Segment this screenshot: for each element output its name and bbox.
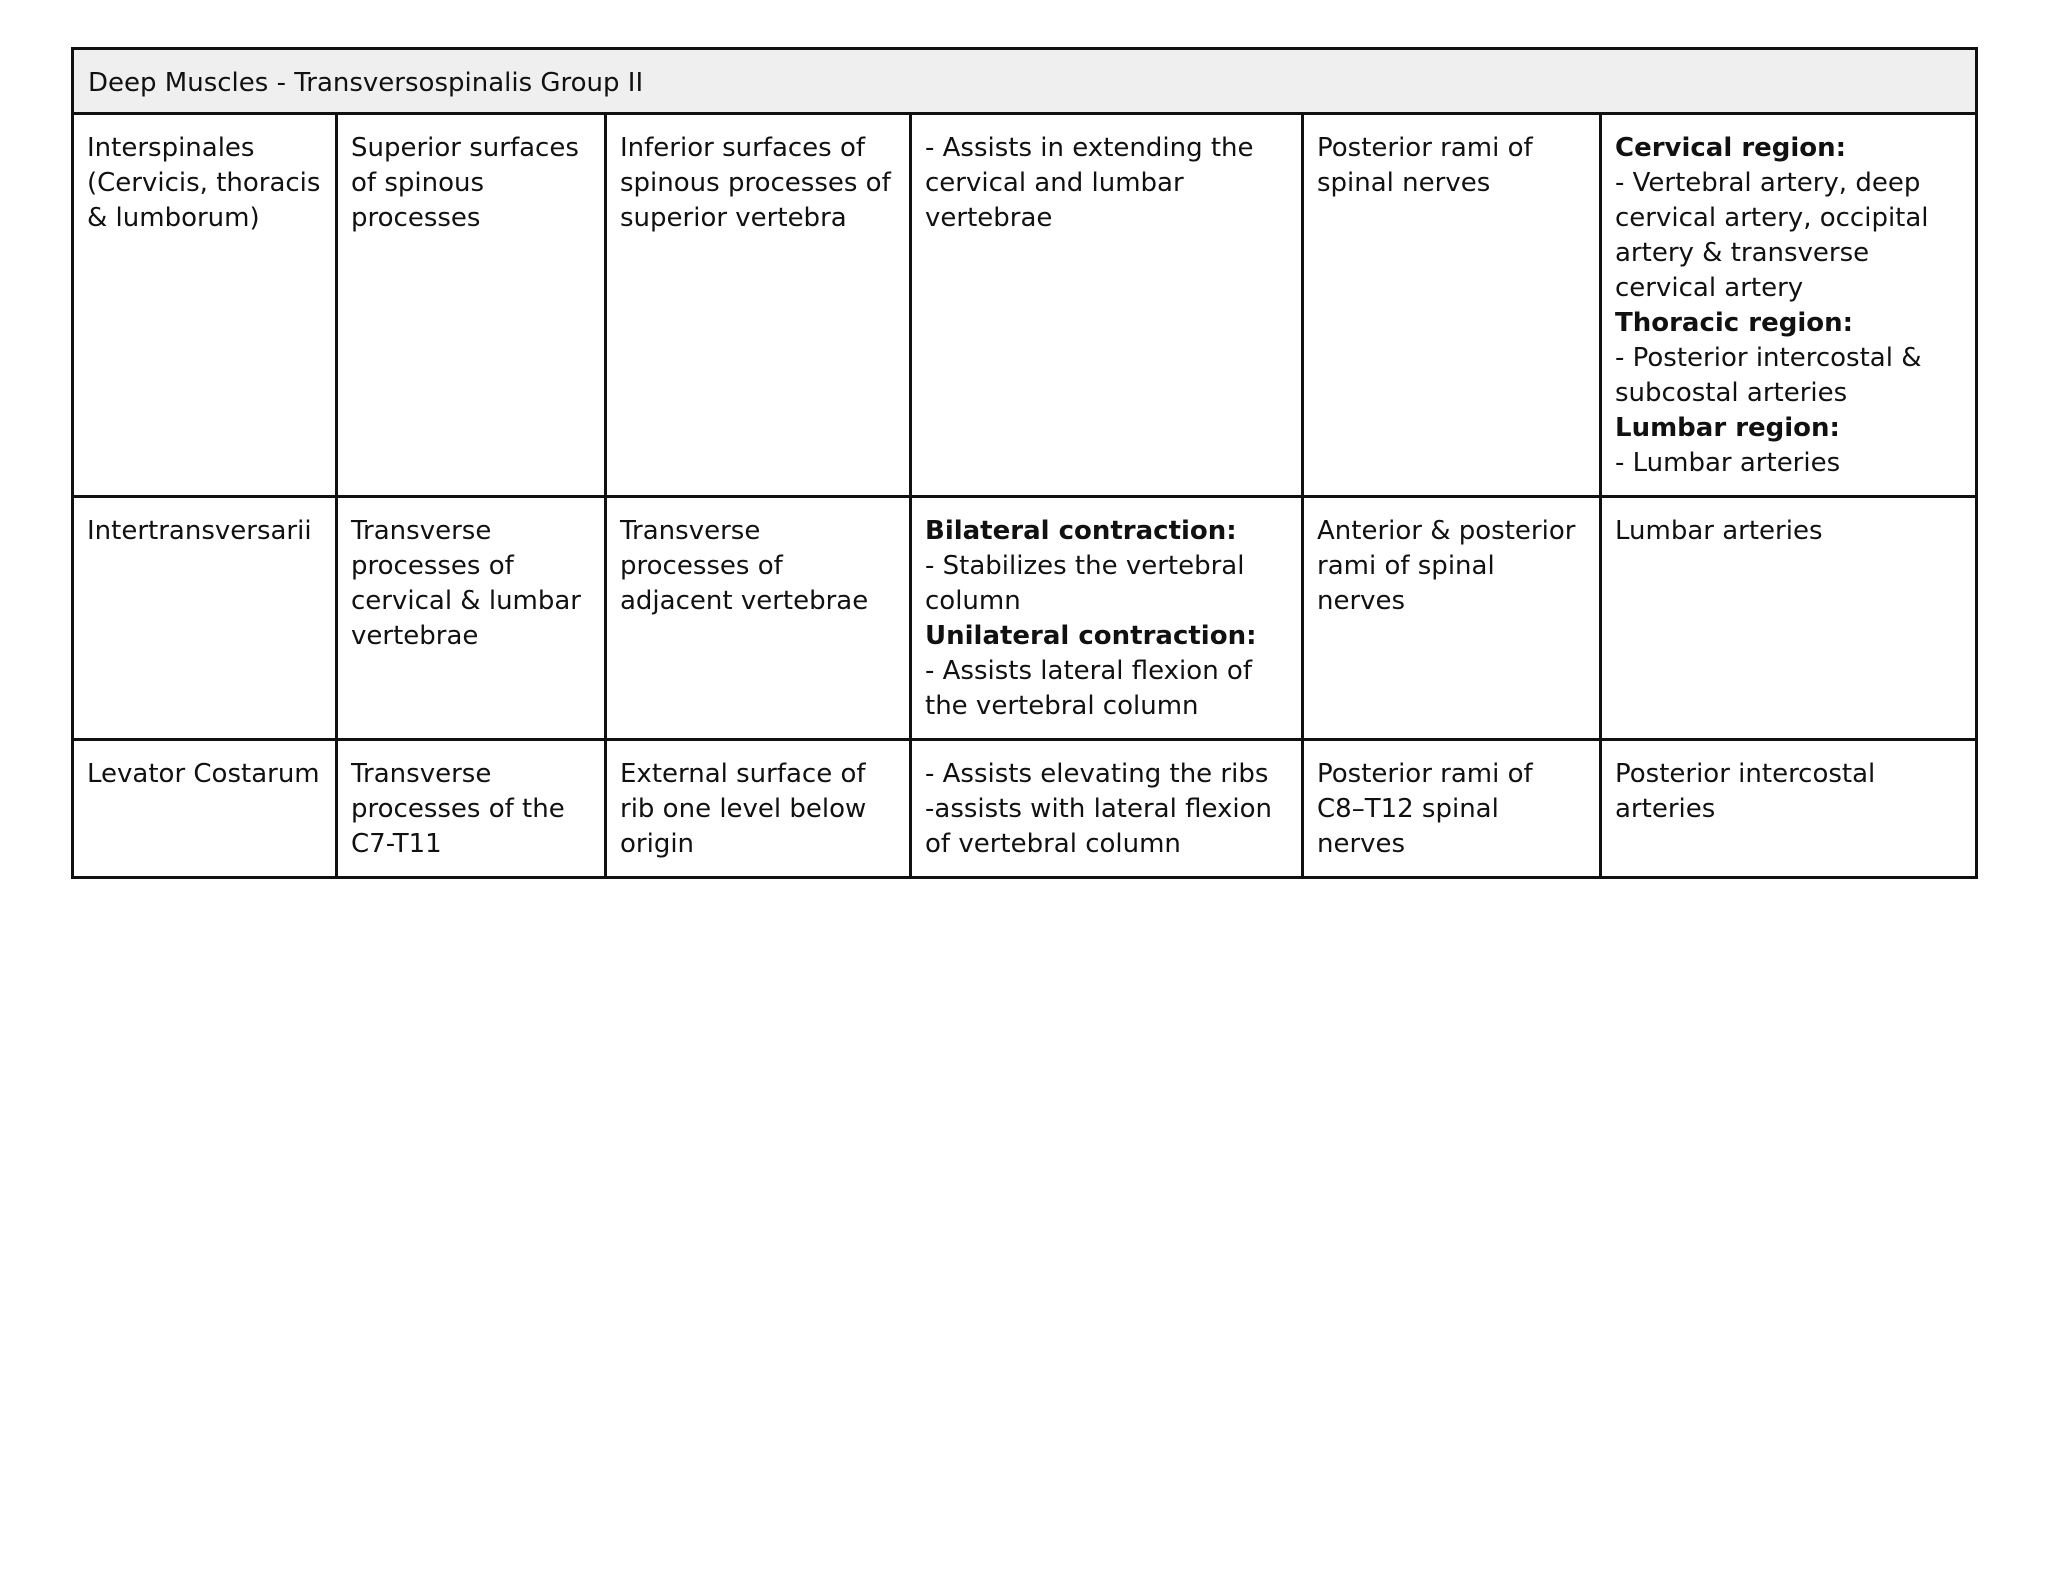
action-cell — [911, 740, 1303, 878]
insertion-cell: Transverse processes of adjacent vertebrae — [606, 497, 911, 740]
action-heading: Unilateral contraction: — [925, 621, 1257, 651]
origin-cell: Superior surfaces of spinous processes — [337, 114, 606, 497]
table-row — [73, 114, 1977, 497]
blood-supply-cell: Posterior intercostal arteries — [1601, 740, 1977, 878]
region-text: - Posterior intercostal & subcostal arteries — [1615, 343, 1922, 408]
table-row — [73, 497, 1977, 740]
insertion-cell: Inferior surfaces of spinous processes of superior vertebra — [606, 114, 911, 497]
table-title: Deep Muscles - Transversospinalis Group II — [73, 49, 1977, 114]
action-heading: Bilateral contraction: — [925, 516, 1237, 546]
action-text: -assists with lateral flexion of vertebral column — [925, 794, 1272, 859]
action-text: - Assists elevating the ribs — [925, 759, 1269, 789]
muscle-name-cell: Interspinales (Cervicis, thoracis & lumborum) — [73, 114, 337, 497]
origin-cell: Transverse processes of the C7-T11 — [337, 740, 606, 878]
innervation-cell: Anterior & posterior rami of spinal nerves — [1303, 497, 1601, 740]
region-text: - Lumbar arteries — [1615, 448, 1841, 478]
blood-supply-cell: Lumbar arteries — [1601, 497, 1977, 740]
table-row — [73, 740, 1977, 878]
insertion-cell: External surface of rib one level below origin — [606, 740, 911, 878]
table-title-row — [73, 49, 1977, 114]
region-heading: Lumbar region: — [1615, 413, 1840, 443]
region-heading: Thoracic region: — [1615, 308, 1854, 338]
action-text: - Assists lateral flexion of the vertebral column — [925, 656, 1252, 721]
action-cell — [911, 114, 1303, 497]
muscle-name-cell: Levator Costarum — [73, 740, 337, 878]
innervation-cell: Posterior rami of spinal nerves — [1303, 114, 1601, 497]
innervation-cell: Posterior rami of C8–T12 spinal nerves — [1303, 740, 1601, 878]
origin-cell: Transverse processes of cervical & lumbar vertebrae — [337, 497, 606, 740]
action-text: - Assists in extending the cervical and lumbar vertebrae — [925, 133, 1254, 233]
action-text: - Stabilizes the vertebral column — [925, 551, 1245, 616]
action-cell — [911, 497, 1303, 740]
muscle-name-cell: Intertransversarii — [73, 497, 337, 740]
muscle-table — [71, 47, 1978, 879]
region-heading: Cervical region: — [1615, 133, 1847, 163]
blood-supply-cell — [1601, 114, 1977, 497]
region-text: - Vertebral artery, deep cervical artery, occipital artery & transverse cervical artery — [1615, 168, 1929, 303]
